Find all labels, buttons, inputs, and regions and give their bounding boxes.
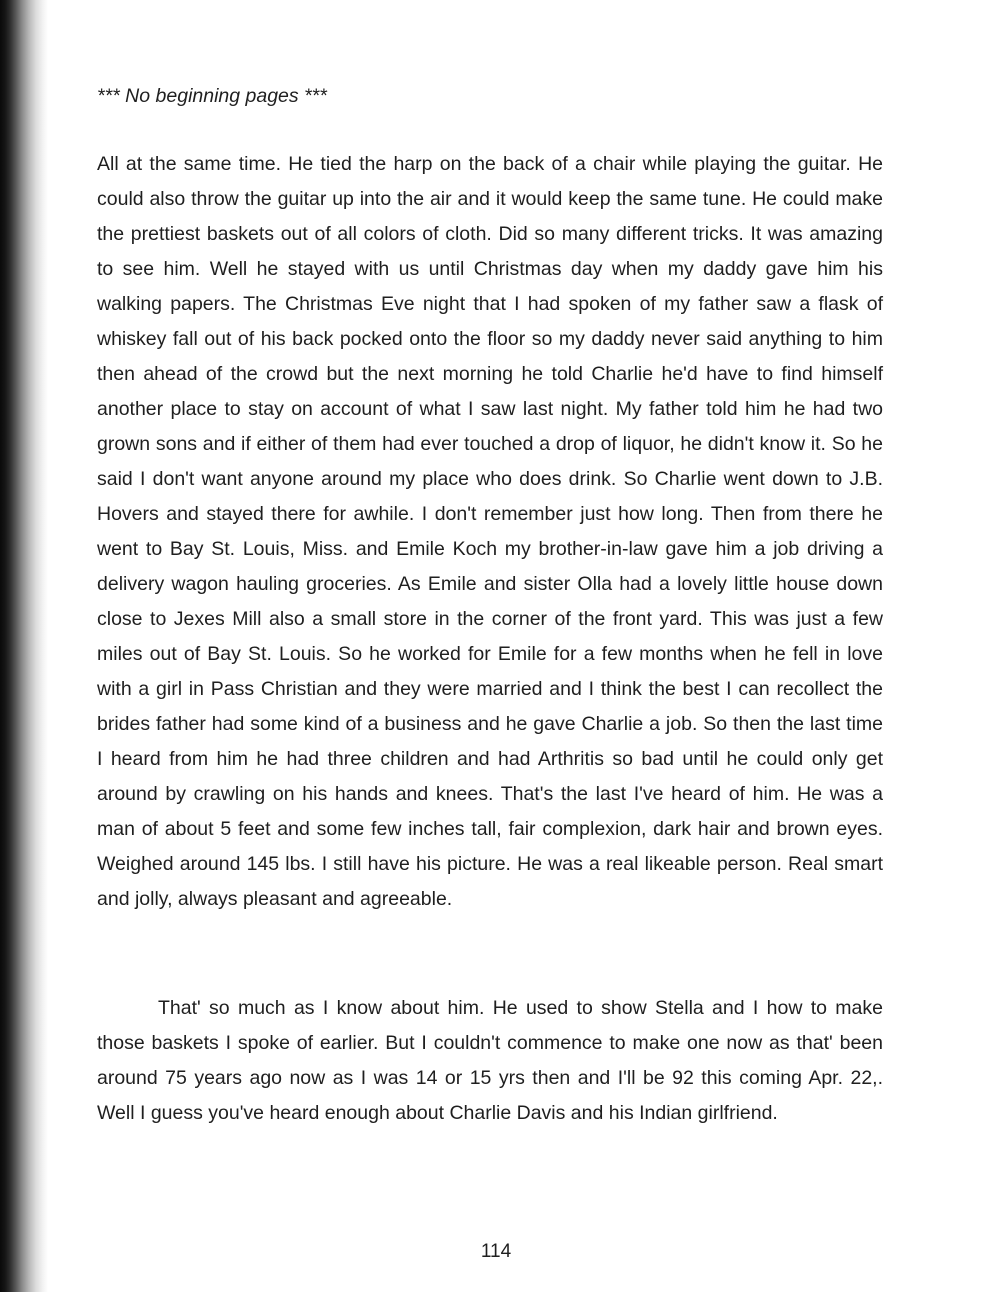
paragraph-2: That' so much as I know about him. He used to show Stella and I how to make those baskets I spoke of earlier. But I couldn't commence to make one now as that' been around 75 years ago now as I was 14 or 15 yrs then and I'll be 92 this coming Apr. 22,. Well I guess you've heard enough about Charlie Davis and his Indian girlfriend. (97, 997, 883, 1124)
paragraph-1: All at the same time. He tied the harp on the back of a chair while playing the guitar. He could also throw the guitar up into the air and it would keep the same tune. He could make the prettiest baskets out of all colors of cloth. Did so many different tricks. It was amazing to see him. Well he stayed with us until Christmas day when my daddy gave him his walking papers. The Christmas Eve night that I had spoken of my father saw a flask of whiskey fall out of his back pocked onto the floor so my daddy never said anything to him then ahead of the crowd but the next morning he told Charlie he'd have to find himself another place to stay on account of what I saw last night. My father told him he had two grown sons and if either of them had ever touched a drop of liquor, he didn't know it. So he said I don't want anyone around my place who does drink. So Charlie went down to J.B. Hovers and stayed there for awhile. I don't remember just how long. Then from there he went to Bay St. Louis, Miss. and Emile Koch my brother-in-law gave him a job driving a delivery wagon hauling groceries. As Emile and sister Olla had a lovely little house down close to Jexes Mill also a small store in the corner of the front yard. This was just a few miles out of Bay St. Louis. So he worked for Emile for a few months when he fell in love with a girl in Pass Christian and they were married and I think the best I can recollect the brides father had some kind of a business and he gave Charlie a job. So then the last time I heard from him he had three children and had Arthritis so bad until he could only get around by crawling on his hands and knees. That's the last I've heard of him. He was a man of about 5 feet and some few inches tall, fair complexion, dark hair and brown eyes. Weighed around 145 lbs. I still have his picture. He was a real likeable person. Real smart and jolly, always pleasant and agreeable. (97, 153, 883, 910)
header-note: *** No beginning pages *** (97, 85, 327, 107)
page-number: 114 (480, 1241, 512, 1262)
